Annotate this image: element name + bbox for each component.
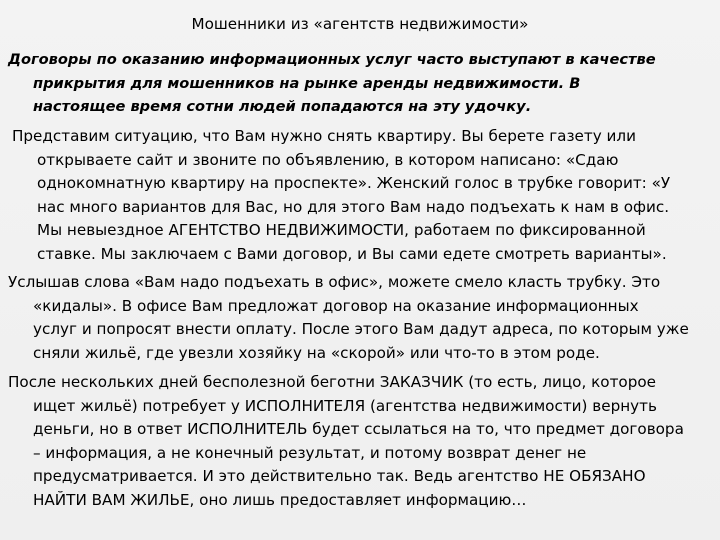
paragraph-line: После нескольких дней бесполезной беготни ЗАКАЗЧИК (то есть, лицо, которое [8, 373, 657, 391]
paragraph-warning [8, 271, 716, 365]
paragraph-line: деньги, но в ответ ИСПОЛНИТЕЛЬ будет ссылаться на то, что предмет договора [33, 420, 684, 438]
paragraph-line: настоящее время сотни людей попадаются на эту удочку. [33, 98, 532, 115]
paragraph-line: ищет жильё) потребует у ИСПОЛНИТЕЛЯ (агентства недвижимости) вернуть [33, 396, 657, 415]
paragraph-line: – информация, а не конечный результат, и потому возврат денег не [33, 443, 587, 462]
paragraph-line: однокомнатную квартиру на проспекте». Женский голос в трубке говорит: «У [37, 174, 671, 192]
paragraph-line: прикрытия для мошенников на рынке аренды недвижимости. В [33, 74, 581, 92]
paragraph-situation [12, 125, 720, 266]
paragraph-conclusion [8, 371, 716, 512]
paragraph-line: Договоры по оказанию информационных услуг часто выступают в качестве [8, 51, 656, 68]
slide-title: Мошенники из «агентств недвижимости» [191, 15, 529, 33]
paragraph-line: НАЙТИ ВАМ ЖИЛЬЕ, оно лишь предоставляет информацию… [33, 490, 527, 509]
paragraph-line: Услышав слова «Вам надо подъехать в офис», можете смело класть трубку. Это [8, 273, 661, 291]
paragraph-line: услуг и попросят внести оплату. После этого Вам дадут адреса, по которым уже [33, 320, 689, 338]
paragraph-line: «кидалы». В офисе Вам предложат договор на оказание информационных [33, 296, 639, 315]
paragraph-line: сняли жильё, где увезли хозяйку на «скорой» или что-то в этом роде. [33, 343, 600, 362]
paragraph-line: открываете сайт и звоните по объявлению, в котором написано: «Сдаю [37, 150, 619, 169]
paragraph-line: ставке. Мы заключаем с Вами договор, и Вы сами едете смотреть варианты». [37, 244, 667, 263]
paragraph-intro [8, 48, 716, 119]
paragraph-line: нас много вариантов для Вас, но для этого Вам надо подъехать к нам в офис. [37, 197, 670, 216]
paragraph-line: предусматривается. И это действительно так. Ведь агентство НЕ ОБЯЗАНО [33, 467, 646, 485]
paragraph-line: Мы невыездное АГЕНТСТВО НЕДВИЖИМОСТИ, работаем по фиксированной [37, 221, 646, 239]
paragraph-line: Представим ситуацию, что Вам нужно снять квартиру. Вы берете газету или [12, 127, 637, 145]
